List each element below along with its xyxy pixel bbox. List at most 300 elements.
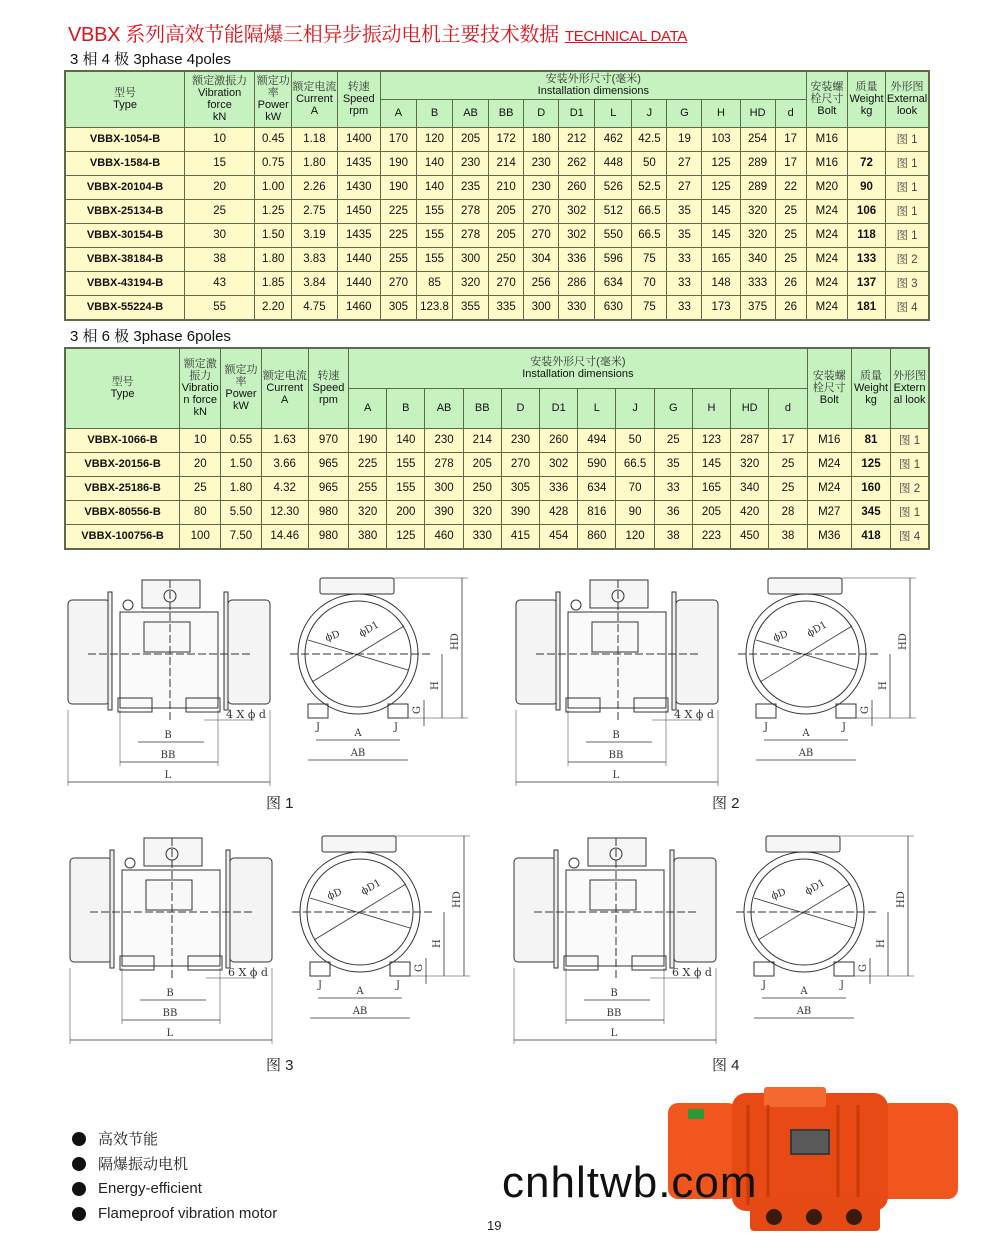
value-cell: 3.66 — [261, 452, 308, 476]
value-cell: 50 — [632, 151, 667, 175]
value-cell: 155 — [416, 199, 452, 223]
value-cell: 17 — [775, 127, 806, 151]
figure-ref-cell: 图 2 — [886, 247, 929, 271]
value-cell: 320 — [740, 199, 775, 223]
weight-cell: 137 — [847, 271, 885, 295]
svg-text:4 X ϕ d: 4 X ϕ d — [226, 708, 266, 721]
value-cell: 100 — [180, 524, 221, 549]
svg-text:G: G — [858, 964, 869, 972]
svg-text:ϕD1: ϕD1 — [803, 877, 828, 898]
svg-text:A: A — [354, 728, 362, 739]
end-view — [290, 578, 468, 760]
page-number: 19 — [487, 1218, 502, 1233]
value-cell: 15 — [185, 151, 255, 175]
header-dim-a: A — [380, 99, 416, 127]
value-cell: M24 — [806, 223, 847, 247]
value-cell: 302 — [559, 223, 595, 247]
figure-caption-4: 图 4 — [712, 1057, 740, 1074]
header-dim-d1: D1 — [540, 388, 578, 428]
value-cell: 90 — [616, 500, 654, 524]
svg-text:G: G — [860, 706, 871, 714]
model-cell: VBBX-1584-B — [65, 151, 185, 175]
svg-text:BB: BB — [606, 1008, 622, 1019]
value-cell: 155 — [387, 476, 425, 500]
value-cell: M24 — [806, 295, 847, 320]
value-cell: 4.75 — [292, 295, 337, 320]
feature-item: Flameproof vibration motor — [72, 1201, 277, 1226]
header-power: 额定功率 Power kW — [255, 71, 292, 127]
value-cell: 1435 — [337, 151, 380, 175]
figure-ref-cell: 图 1 — [886, 223, 929, 247]
svg-text:6 X ϕ d: 6 X ϕ d — [228, 966, 268, 979]
value-cell: 230 — [524, 151, 559, 175]
table-row — [65, 452, 929, 476]
svg-text:AB: AB — [796, 1006, 812, 1017]
svg-text:BB: BB — [608, 750, 624, 761]
value-cell: 25 — [775, 199, 806, 223]
page-title — [68, 18, 687, 47]
value-cell: 305 — [380, 295, 416, 320]
value-cell: 5.50 — [221, 500, 261, 524]
value-cell: 70 — [616, 476, 654, 500]
svg-text:6 X ϕ d: 6 X ϕ d — [672, 966, 712, 979]
value-cell: 230 — [425, 428, 463, 452]
weight-cell: 345 — [851, 500, 890, 524]
value-cell: 1.18 — [292, 127, 337, 151]
value-cell: 494 — [578, 428, 616, 452]
section-label-6poles: 3 相 6 极 3phase 6poles — [70, 328, 231, 345]
side-view — [70, 838, 272, 1044]
svg-text:L: L — [164, 770, 172, 781]
value-cell: 270 — [489, 271, 524, 295]
end-view — [738, 578, 916, 760]
value-cell: 320 — [453, 271, 489, 295]
value-cell: 270 — [501, 452, 539, 476]
svg-text:J: J — [762, 980, 767, 991]
table-row — [65, 151, 929, 175]
value-cell: M24 — [806, 271, 847, 295]
value-cell: 103 — [702, 127, 740, 151]
value-cell: M16 — [806, 151, 847, 175]
value-cell: 120 — [616, 524, 654, 549]
value-cell: 28 — [769, 500, 807, 524]
figure-ref-cell: 图 4 — [891, 524, 929, 549]
value-cell: 205 — [692, 500, 730, 524]
value-cell: 302 — [540, 452, 578, 476]
value-cell: 0.45 — [255, 127, 292, 151]
table-row — [65, 247, 929, 271]
value-cell: 155 — [416, 223, 452, 247]
value-cell: 1.85 — [255, 271, 292, 295]
value-cell: 205 — [463, 452, 501, 476]
header-force: 额定激振力 Vibratio n force kN — [180, 348, 221, 428]
svg-text:ϕD1: ϕD1 — [357, 619, 382, 640]
value-cell: 33 — [667, 271, 702, 295]
svg-text:A: A — [800, 986, 808, 997]
svg-text:L: L — [166, 1028, 174, 1039]
bullet-icon — [72, 1132, 86, 1146]
weight-cell: 90 — [847, 175, 885, 199]
bullet-icon — [72, 1182, 86, 1196]
value-cell: 230 — [501, 428, 539, 452]
value-cell: 35 — [667, 223, 702, 247]
table-row — [65, 271, 929, 295]
value-cell: 462 — [595, 127, 632, 151]
svg-text:ϕD: ϕD — [323, 628, 342, 645]
value-cell: M24 — [807, 452, 851, 476]
header-dim-d: D — [524, 99, 559, 127]
weight-cell: 133 — [847, 247, 885, 271]
svg-text:B: B — [610, 988, 618, 999]
value-cell: 278 — [425, 452, 463, 476]
svg-text:J: J — [316, 722, 321, 733]
value-cell: 26 — [775, 295, 806, 320]
drawing-figure-1 — [58, 570, 498, 795]
svg-text:AB: AB — [350, 748, 366, 759]
value-cell: 35 — [667, 199, 702, 223]
header-dim-d: d — [769, 388, 807, 428]
value-cell: 255 — [380, 247, 416, 271]
value-cell: 43 — [185, 271, 255, 295]
value-cell: 1460 — [337, 295, 380, 320]
value-cell: 420 — [731, 500, 769, 524]
value-cell: 19 — [667, 127, 702, 151]
value-cell: 17 — [769, 428, 807, 452]
value-cell: M27 — [807, 500, 851, 524]
header-bolt: 安装螺栓尺寸 Bolt — [806, 71, 847, 127]
svg-text:HD: HD — [898, 633, 909, 650]
header-install: 安装外形尺寸(毫米) Installation dimensions — [349, 348, 808, 388]
header-dim-d1: D1 — [559, 99, 595, 127]
value-cell: M24 — [807, 476, 851, 500]
value-cell: 630 — [595, 295, 632, 320]
table-row — [65, 295, 929, 320]
value-cell: 120 — [416, 127, 452, 151]
value-cell: 335 — [489, 295, 524, 320]
value-cell: 596 — [595, 247, 632, 271]
end-view — [736, 836, 914, 1018]
svg-text:A: A — [802, 728, 810, 739]
value-cell: 20 — [185, 175, 255, 199]
value-cell: 415 — [501, 524, 539, 549]
header-dim-l: L — [578, 388, 616, 428]
value-cell: 55 — [185, 295, 255, 320]
header-dim-h: H — [692, 388, 730, 428]
value-cell: 454 — [540, 524, 578, 549]
value-cell: 27 — [667, 175, 702, 199]
value-cell: 173 — [702, 295, 740, 320]
table-row — [65, 223, 929, 247]
value-cell: 3.19 — [292, 223, 337, 247]
header-power: 额定功率 Power kW — [221, 348, 261, 428]
weight-cell — [847, 127, 885, 151]
value-cell: 270 — [524, 223, 559, 247]
value-cell: 190 — [349, 428, 387, 452]
value-cell: 7.50 — [221, 524, 261, 549]
value-cell: 66.5 — [632, 199, 667, 223]
header-current: 额定电流 Current A — [261, 348, 308, 428]
value-cell: 125 — [702, 151, 740, 175]
value-cell: 336 — [559, 247, 595, 271]
header-weight: 质量 Weight kg — [851, 348, 890, 428]
value-cell: 80 — [180, 500, 221, 524]
value-cell: 75 — [632, 247, 667, 271]
value-cell: 320 — [740, 223, 775, 247]
value-cell: 85 — [416, 271, 452, 295]
value-cell: 30 — [185, 223, 255, 247]
model-cell: VBBX-20156-B — [65, 452, 180, 476]
figure-ref-cell: 图 1 — [886, 151, 929, 175]
value-cell: 1440 — [337, 271, 380, 295]
svg-text:ϕD1: ϕD1 — [805, 619, 830, 640]
drawing-figure-2 — [506, 570, 946, 795]
value-cell: 320 — [731, 452, 769, 476]
value-cell: 286 — [559, 271, 595, 295]
value-cell: 262 — [559, 151, 595, 175]
value-cell: 12.30 — [261, 500, 308, 524]
value-cell: 75 — [632, 295, 667, 320]
table-row — [65, 127, 929, 151]
figure-ref-cell: 图 1 — [886, 127, 929, 151]
feature-item: 隔爆振动电机 — [72, 1151, 277, 1176]
value-cell: 1.50 — [221, 452, 261, 476]
value-cell: 254 — [740, 127, 775, 151]
value-cell: 230 — [453, 151, 489, 175]
model-cell: VBBX-100756-B — [65, 524, 180, 549]
value-cell: 212 — [559, 127, 595, 151]
bullet-icon — [72, 1157, 86, 1171]
value-cell: 10 — [180, 428, 221, 452]
value-cell: 320 — [463, 500, 501, 524]
model-cell: VBBX-38184-B — [65, 247, 185, 271]
value-cell: 390 — [501, 500, 539, 524]
value-cell: 340 — [731, 476, 769, 500]
value-cell: 336 — [540, 476, 578, 500]
value-cell: 20 — [180, 452, 221, 476]
value-cell: 38 — [769, 524, 807, 549]
value-cell: 2.75 — [292, 199, 337, 223]
value-cell: 190 — [380, 151, 416, 175]
svg-text:HD: HD — [450, 633, 461, 650]
value-cell: 25 — [654, 428, 692, 452]
feature-list — [72, 1126, 277, 1226]
value-cell: 450 — [731, 524, 769, 549]
value-cell: 123 — [692, 428, 730, 452]
value-cell: 340 — [740, 247, 775, 271]
value-cell: 180 — [524, 127, 559, 151]
value-cell: 330 — [559, 295, 595, 320]
figure-ref-cell: 图 1 — [891, 500, 929, 524]
value-cell: 33 — [667, 295, 702, 320]
value-cell: 25 — [775, 247, 806, 271]
table-row — [65, 524, 929, 549]
value-cell: 270 — [524, 199, 559, 223]
header-speed: 转速 Speed rpm — [308, 348, 348, 428]
value-cell: 0.75 — [255, 151, 292, 175]
svg-text:BB: BB — [160, 750, 176, 761]
svg-text:H: H — [432, 939, 443, 948]
value-cell: 205 — [453, 127, 489, 151]
side-view — [514, 838, 716, 1044]
value-cell: 550 — [595, 223, 632, 247]
side-view — [68, 580, 270, 786]
svg-text:L: L — [610, 1028, 618, 1039]
value-cell: 3.83 — [292, 247, 337, 271]
svg-text:J: J — [318, 980, 323, 991]
value-cell: 165 — [702, 247, 740, 271]
svg-text:ϕD: ϕD — [771, 628, 790, 645]
header-dim-g: G — [654, 388, 692, 428]
model-cell: VBBX-43194-B — [65, 271, 185, 295]
svg-text:ϕD: ϕD — [769, 886, 788, 903]
value-cell: 970 — [308, 428, 348, 452]
value-cell: 355 — [453, 295, 489, 320]
header-dim-d: d — [775, 99, 806, 127]
value-cell: 2.26 — [292, 175, 337, 199]
side-view — [516, 580, 718, 786]
value-cell: 25 — [775, 223, 806, 247]
value-cell: 512 — [595, 199, 632, 223]
value-cell: 300 — [425, 476, 463, 500]
value-cell: 17 — [775, 151, 806, 175]
feature-item: 高效节能 — [72, 1126, 277, 1151]
header-dim-b: B — [416, 99, 452, 127]
svg-text:J: J — [842, 722, 847, 733]
value-cell: M16 — [806, 127, 847, 151]
value-cell: 42.5 — [632, 127, 667, 151]
value-cell: 300 — [524, 295, 559, 320]
value-cell: M16 — [807, 428, 851, 452]
value-cell: 590 — [578, 452, 616, 476]
value-cell: 225 — [349, 452, 387, 476]
title-en: TECHNICAL DATA — [564, 28, 688, 45]
svg-text:G: G — [412, 706, 423, 714]
value-cell: 66.5 — [632, 223, 667, 247]
value-cell: M36 — [807, 524, 851, 549]
value-cell: 980 — [308, 500, 348, 524]
value-cell: 390 — [425, 500, 463, 524]
model-cell: VBBX-1054-B — [65, 127, 185, 151]
value-cell: 14.46 — [261, 524, 308, 549]
section-label-4poles: 3 相 4 极 3phase 4poles — [70, 51, 231, 68]
value-cell: 1435 — [337, 223, 380, 247]
value-cell: 66.5 — [616, 452, 654, 476]
header-dim-j: J — [616, 388, 654, 428]
value-cell: 223 — [692, 524, 730, 549]
header-dim-ab: AB — [425, 388, 463, 428]
value-cell: M24 — [806, 247, 847, 271]
figure-caption-2: 图 2 — [712, 795, 740, 812]
table-row — [65, 500, 929, 524]
svg-text:AB: AB — [352, 1006, 368, 1017]
header-dim-d: D — [501, 388, 539, 428]
weight-cell: 106 — [847, 199, 885, 223]
value-cell: 25 — [185, 199, 255, 223]
value-cell: 460 — [425, 524, 463, 549]
header-dim-h: H — [702, 99, 740, 127]
table-body — [65, 428, 929, 549]
svg-text:H: H — [876, 939, 887, 948]
svg-text:H: H — [878, 681, 889, 690]
value-cell: 305 — [501, 476, 539, 500]
value-cell: 289 — [740, 151, 775, 175]
svg-text:J: J — [764, 722, 769, 733]
table-body — [65, 127, 929, 320]
figure-ref-cell: 图 3 — [886, 271, 929, 295]
value-cell: 278 — [453, 223, 489, 247]
svg-text:B: B — [612, 730, 620, 741]
value-cell: 36 — [654, 500, 692, 524]
svg-text:4 X ϕ d: 4 X ϕ d — [674, 708, 714, 721]
drawing-figure-4 — [504, 828, 944, 1053]
value-cell: 287 — [731, 428, 769, 452]
spec-table-4poles — [64, 70, 930, 321]
value-cell: 25 — [769, 476, 807, 500]
drawing-figure-3 — [60, 828, 500, 1053]
value-cell: 1.50 — [255, 223, 292, 247]
value-cell: 22 — [775, 175, 806, 199]
spec-table-6poles — [64, 347, 930, 550]
model-cell: VBBX-1066-B — [65, 428, 180, 452]
value-cell: 320 — [349, 500, 387, 524]
value-cell: 123.8 — [416, 295, 452, 320]
value-cell: 304 — [524, 247, 559, 271]
value-cell: 140 — [416, 151, 452, 175]
value-cell: 289 — [740, 175, 775, 199]
value-cell: 155 — [416, 247, 452, 271]
svg-text:AB: AB — [798, 748, 814, 759]
value-cell: 50 — [616, 428, 654, 452]
value-cell: 165 — [692, 476, 730, 500]
svg-text:H: H — [430, 681, 441, 690]
svg-text:L: L — [612, 770, 620, 781]
value-cell: 2.20 — [255, 295, 292, 320]
value-cell: 33 — [654, 476, 692, 500]
value-cell: 634 — [595, 271, 632, 295]
value-cell: 26 — [775, 271, 806, 295]
figure-caption-3: 图 3 — [266, 1057, 294, 1074]
value-cell: 260 — [559, 175, 595, 199]
value-cell: 235 — [453, 175, 489, 199]
svg-text:ϕD1: ϕD1 — [359, 877, 384, 898]
value-cell: 125 — [702, 175, 740, 199]
value-cell: 278 — [453, 199, 489, 223]
value-cell: 200 — [387, 500, 425, 524]
value-cell: 3.84 — [292, 271, 337, 295]
header-current: 额定电流 Current A — [292, 71, 337, 127]
value-cell: 172 — [489, 127, 524, 151]
figure-caption-1: 图 1 — [266, 795, 294, 812]
header-dim-g: G — [667, 99, 702, 127]
value-cell: 1450 — [337, 199, 380, 223]
value-cell: 816 — [578, 500, 616, 524]
value-cell: 145 — [702, 199, 740, 223]
value-cell: 148 — [702, 271, 740, 295]
header-weight: 质量 Weight kg — [847, 71, 885, 127]
bullet-icon — [72, 1207, 86, 1221]
header-dim-j: J — [632, 99, 667, 127]
value-cell: 38 — [185, 247, 255, 271]
value-cell: 428 — [540, 500, 578, 524]
value-cell: 250 — [463, 476, 501, 500]
value-cell: 35 — [654, 452, 692, 476]
value-cell: 38 — [654, 524, 692, 549]
weight-cell: 118 — [847, 223, 885, 247]
weight-cell: 181 — [847, 295, 885, 320]
value-cell: 980 — [308, 524, 348, 549]
value-cell: 25 — [769, 452, 807, 476]
value-cell: 140 — [416, 175, 452, 199]
